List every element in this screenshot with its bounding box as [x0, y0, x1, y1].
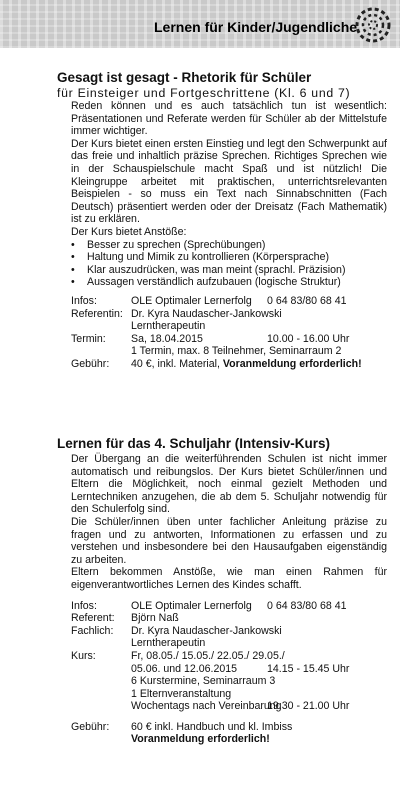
- dotted-circle-logo-icon: [354, 6, 392, 44]
- course-description: [57, 100, 387, 239]
- paragraph: Die Schüler/innen üben unter fachlicher Anleitung präzise zu fragen und zu antworten, Informationen zu erfassen und zu verstehen und insbesondere bei den Hausaufgaben eigenständig zu arbeiten.: [71, 515, 387, 566]
- course-info: [57, 600, 387, 747]
- section-header: [0, 0, 400, 48]
- expert-label: Fachlich:: [71, 624, 114, 637]
- fee-value: 40 €, inkl. Material,: [131, 357, 220, 370]
- registration-note: Voranmeldung erforderlich!: [222, 357, 362, 370]
- info-label: Infos:: [71, 294, 97, 307]
- date-value: Sa, 18.04.2015: [131, 332, 203, 345]
- course-rhetorik: [57, 70, 387, 370]
- course-label: Kurs:: [71, 649, 96, 662]
- fee-value-group: [131, 358, 362, 371]
- parent-event: 1 Elternveranstaltung: [131, 687, 232, 700]
- paragraph: Reden können und es auch tatsächlich tun ist wesentlich: Präsentationen und Referate werden für Schüler ab der Mittelstufe immer wichtiger.: [71, 100, 387, 138]
- info-value: OLE Optimaler Lernerfolg: [131, 599, 252, 612]
- course-subtitle: für Einsteiger und Fortgeschrittene (Kl. 6 und 7): [57, 86, 351, 100]
- phone-number: 0 64 83/80 68 41: [267, 599, 347, 612]
- speaker-name: Dr. Kyra Naudascher-Jankowski: [131, 307, 282, 320]
- expert-name: Dr. Kyra Naudascher-Jankowski: [131, 624, 282, 637]
- speaker-role: Lerntherapeutin: [131, 320, 206, 333]
- course-sessions: 6 Kurstermine, Seminarraum 3: [131, 675, 276, 688]
- registration-note: Voranmeldung erforderlich!: [131, 733, 270, 746]
- bullet-list: [57, 239, 387, 289]
- parent-event-time: 19.30 - 21.00 Uhr: [267, 700, 350, 713]
- course-title: Gesagt ist gesagt - Rhetorik für Schüler: [57, 70, 312, 85]
- course-description: [57, 453, 387, 592]
- course-dates: Fr, 08.05./ 15.05./ 22.05./ 29.05./: [131, 649, 285, 662]
- speaker-name: Björn Naß: [131, 612, 179, 625]
- info-value: OLE Optimaler Lernerfolg: [131, 294, 252, 307]
- fee-label: Gebühr:: [71, 357, 110, 370]
- phone-number: 0 64 83/80 68 41: [267, 294, 347, 307]
- course-time: 14.15 - 15.45 Uhr: [267, 662, 350, 675]
- fee-value: 60 € inkl. Handbuch und kl. Imbiss: [131, 720, 293, 733]
- expert-role: Lerntherapeutin: [131, 637, 206, 650]
- course-4th-grade: [57, 436, 387, 746]
- section-title: Lernen für Kinder/Jugendliche: [154, 19, 358, 35]
- paragraph: Eltern bekommen Anstöße, wie man einen Rahmen für eigenverantwortliches Lernen des Kindes schafft.: [71, 566, 387, 591]
- course-info: [57, 295, 387, 371]
- course-dates-cont: 05.06. und 12.06.2015: [131, 662, 238, 675]
- date-details: 1 Termin, max. 8 Teilnehmer, Seminarraum 2: [131, 345, 342, 358]
- list-item: • Besser zu sprechen (Sprechübungen): [87, 239, 387, 252]
- info-label: Infos:: [71, 599, 97, 612]
- list-item: • Klar auszudrücken, was man meint (sprachl. Präzision): [87, 264, 387, 277]
- list-item: • Haltung und Mimik zu kontrollieren (Körpersprache): [87, 251, 387, 264]
- paragraph: Der Kurs bietet Anstöße:: [71, 225, 187, 238]
- speaker-label: Referent:: [71, 612, 115, 625]
- fee-label: Gebühr:: [71, 720, 110, 733]
- speaker-label: Referentin:: [71, 307, 123, 320]
- course-title: Lernen für das 4. Schuljahr (Intensiv-Kurs): [57, 436, 331, 451]
- paragraph: Der Übergang an die weiterführenden Schulen ist nicht immer automatisch und reibungslos. Der Kurs bietet Schüler/innen und Eltern die Möglichkeit, noch einmal gezielt Methoden und Lerntechniken anzugehen, die ab dem 5. Schuljahr notwendig für den Schulerfolg sind.: [71, 453, 387, 516]
- date-label: Termin:: [71, 332, 106, 345]
- parent-event-schedule: Wochentags nach Vereinbarung: [131, 700, 282, 713]
- paragraph: Der Kurs bietet einen ersten Einstieg und legt den Schwerpunkt auf das freie und inhaltlich präzise Sprechen. Richtiges Sprechen wie in der Schauspielschule macht Spaß und ist nützlich! Die Kleingruppe arbeitet mit praktischen, unterrichtsrelevanten Beispielen - so muss ein Text nach Sinnabschnitten (Fach Deutsch) präsentiert werden oder der Dreisatz (Fach Mathematik) ist zu erklären.: [71, 137, 387, 226]
- list-item: • Aussagen verständlich aufzubauen (logische Struktur): [87, 276, 387, 289]
- time-value: 10.00 - 16.00 Uhr: [267, 332, 350, 345]
